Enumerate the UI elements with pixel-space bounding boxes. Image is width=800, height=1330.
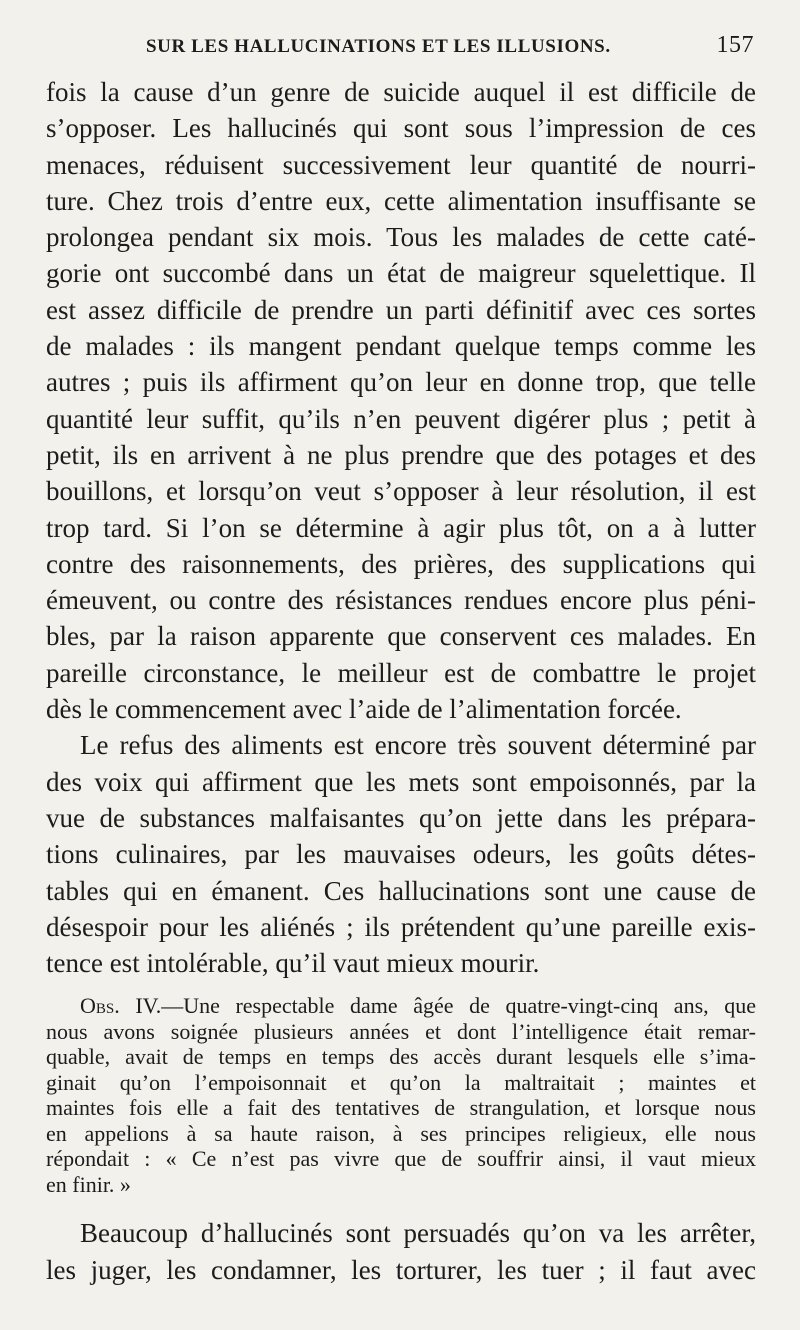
text-line: s’opposer. Les hallucinés qui sont sous l’impression de ces bbox=[46, 113, 756, 144]
text-line: en finir. » bbox=[46, 1171, 131, 1197]
text-line: ture. Chez trois d’entre eux, cette alimentation insuffisante se bbox=[46, 185, 756, 216]
text-line: nous avons soignée plusieurs années et dont l’intelligence était remar- bbox=[46, 1018, 756, 1044]
paragraph-2 bbox=[46, 727, 756, 981]
text-line: trop tard. Si l’on se détermine à agir plus tôt, on a à lutter bbox=[46, 512, 756, 543]
page-number: 157 bbox=[716, 32, 754, 58]
text-line: menaces, réduisent successivement leur quantité de nourri- bbox=[46, 149, 756, 180]
text-line: tence est intolérable, qu’il vaut mieux mourir. bbox=[46, 948, 540, 979]
paragraph-3 bbox=[46, 1215, 756, 1288]
text-line: émeuvent, ou contre des résistances rendues encore plus péni- bbox=[46, 585, 756, 616]
text-line: tables qui en émanent. Ces hallucinations sont une cause de bbox=[46, 875, 756, 906]
text-line: quable, avait de temps en temps des accès durant lesquels elle s’ima- bbox=[46, 1044, 756, 1070]
text-line: ginait qu’on l’empoisonnait et qu’on la maltraitait ; maintes et bbox=[46, 1069, 756, 1095]
text-line: en appelions à sa haute raison, à ses principes religieux, elle nous bbox=[46, 1120, 756, 1146]
text-line: autres ; puis ils affirment qu’on leur en donne trop, que telle bbox=[46, 367, 756, 398]
text-line: répondait : « Ce n’est pas vivre que de souffrir ainsi, il vaut mieux bbox=[46, 1146, 756, 1172]
text-line: petit, ils en arrivent à ne plus prendre que des potages et des bbox=[46, 439, 756, 470]
running-head bbox=[46, 32, 756, 64]
observation-block bbox=[46, 993, 756, 1197]
text-line: de malades : ils mangent pendant quelque temps comme les bbox=[46, 331, 756, 362]
text-line: fois la cause d’un genre de suicide auquel il est difficile de bbox=[46, 77, 756, 107]
text-line: pareille circonstance, le meilleur est de combattre le projet bbox=[46, 657, 756, 688]
paragraph-1 bbox=[46, 74, 756, 727]
text-line: tions culinaires, par les mauvaises odeurs, les goûts détes- bbox=[46, 839, 756, 870]
body-text bbox=[46, 74, 756, 1288]
text-line: les juger, les condamner, les torturer, les tuer ; il faut avec bbox=[46, 1254, 756, 1285]
text-line: est assez difficile de prendre un parti définitif avec ces sortes bbox=[46, 294, 756, 325]
text-line: maintes fois elle a fait des tentatives de strangulation, et lorsque nous bbox=[46, 1095, 756, 1121]
text-line: contre des raisonnements, des prières, des supplications qui bbox=[46, 548, 756, 579]
text-line: gorie ont succombé dans un état de maigreur squelettique. Il bbox=[46, 258, 756, 289]
running-title: SUR LES HALLUCINATIONS ET LES ILLUSIONS. bbox=[146, 36, 611, 57]
text-line: bles, par la raison apparente que conservent ces malades. En bbox=[46, 621, 756, 652]
text-line: Le refus des aliments est encore très souvent déterminé par bbox=[80, 730, 756, 761]
text-line: désespoir pour les aliénés ; ils prétendent qu’une pareille exis- bbox=[46, 911, 756, 942]
text-line: quantité leur suffit, qu’ils n’en peuvent digérer plus ; petit à bbox=[46, 403, 756, 434]
text-line: prolongea pendant six mois. Tous les malades de cette caté- bbox=[46, 222, 756, 253]
text-line: vue de substances malfaisantes qu’on jette dans les prépara- bbox=[46, 802, 756, 833]
text-line: des voix qui affirment que les mets sont empoisonnés, par la bbox=[46, 766, 756, 797]
text-line bbox=[46, 993, 756, 1019]
text-line: dès le commencement avec l’aide de l’alimentation forcée. bbox=[46, 694, 682, 725]
observation-label: Obs. IV. bbox=[80, 993, 162, 1019]
text-line: bouillons, et lorsqu’on veut s’opposer à leur résolution, il est bbox=[46, 476, 756, 507]
observation-first-line: —Une respectable dame âgée de quatre-vingt-cinq ans, que bbox=[161, 993, 756, 1019]
text-line: Beaucoup d’hallucinés sont persuadés qu’on va les arrêter, bbox=[80, 1218, 756, 1249]
